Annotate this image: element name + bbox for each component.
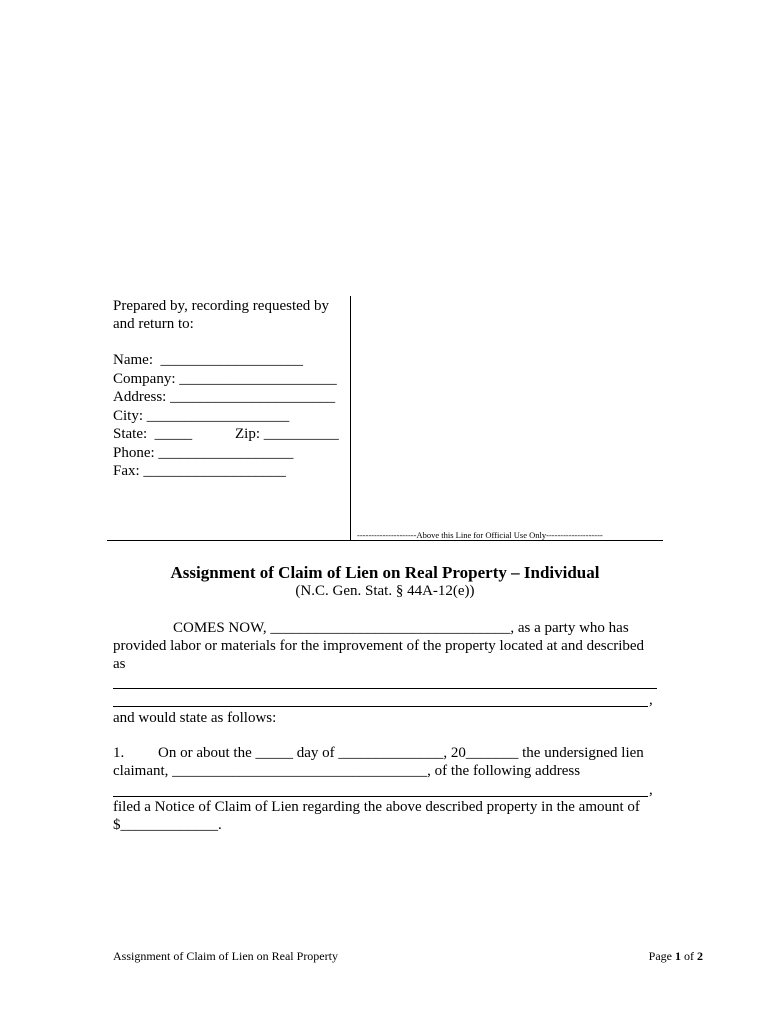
item-1-line-1: On or about the _____ day of ______________, 20_______ the undersigned lien	[158, 745, 644, 761]
item-1-line-2: claimant, __________________________________, of the following address	[113, 763, 581, 779]
paragraph-1-line-2: provided labor or materials for the improvement of the property located at and described	[113, 638, 645, 654]
prepared-by-line-1: Prepared by, recording requested by	[113, 298, 330, 314]
page-of: of	[681, 949, 697, 963]
fax-field: Fax: ___________________	[113, 463, 286, 479]
footer-document-name: Assignment of Claim of Lien on Real Property	[113, 949, 338, 963]
document-title: Assignment of Claim of Lien on Real Property – Individual	[170, 563, 600, 582]
address-field: Address: ______________________	[113, 389, 336, 405]
address-blank-line	[113, 796, 648, 797]
item-1-number: 1.	[113, 745, 125, 761]
page-current: 1	[675, 949, 681, 963]
follows-text: and would state as follows:	[113, 710, 277, 726]
zip-field: Zip: __________	[235, 426, 339, 442]
property-line-comma: ,	[649, 692, 653, 708]
page-total: 2	[697, 949, 703, 963]
state-field: State: _____	[113, 426, 193, 442]
page-number	[649, 949, 703, 964]
page-prefix: Page	[648, 949, 675, 963]
item-1-line-3: filed a Notice of Claim of Lien regarding the above described property in the amount of	[113, 799, 640, 815]
company-field: Company: _____________________	[113, 371, 337, 387]
item-1-line-4: $_____________.	[113, 817, 222, 833]
official-use-label: ---------------------Above this Line for Official Use Only--------------------	[357, 530, 603, 540]
paragraph-1-line-1: COMES NOW, ________________________________, as a party who has	[173, 620, 629, 636]
recording-divider-vertical	[350, 296, 351, 540]
document-subtitle: (N.C. Gen. Stat. § 44A-12(e))	[295, 583, 475, 599]
paragraph-1-line-3: as	[113, 656, 126, 672]
property-blank-line-1	[113, 688, 657, 689]
city-field: City: ___________________	[113, 408, 290, 424]
official-use-divider	[107, 540, 663, 541]
prepared-by-line-2: and return to:	[113, 316, 194, 332]
address-line-comma: ,	[649, 782, 653, 798]
phone-field: Phone: __________________	[113, 445, 294, 461]
name-field: Name: ___________________	[113, 352, 303, 368]
property-blank-line-2	[113, 706, 648, 707]
